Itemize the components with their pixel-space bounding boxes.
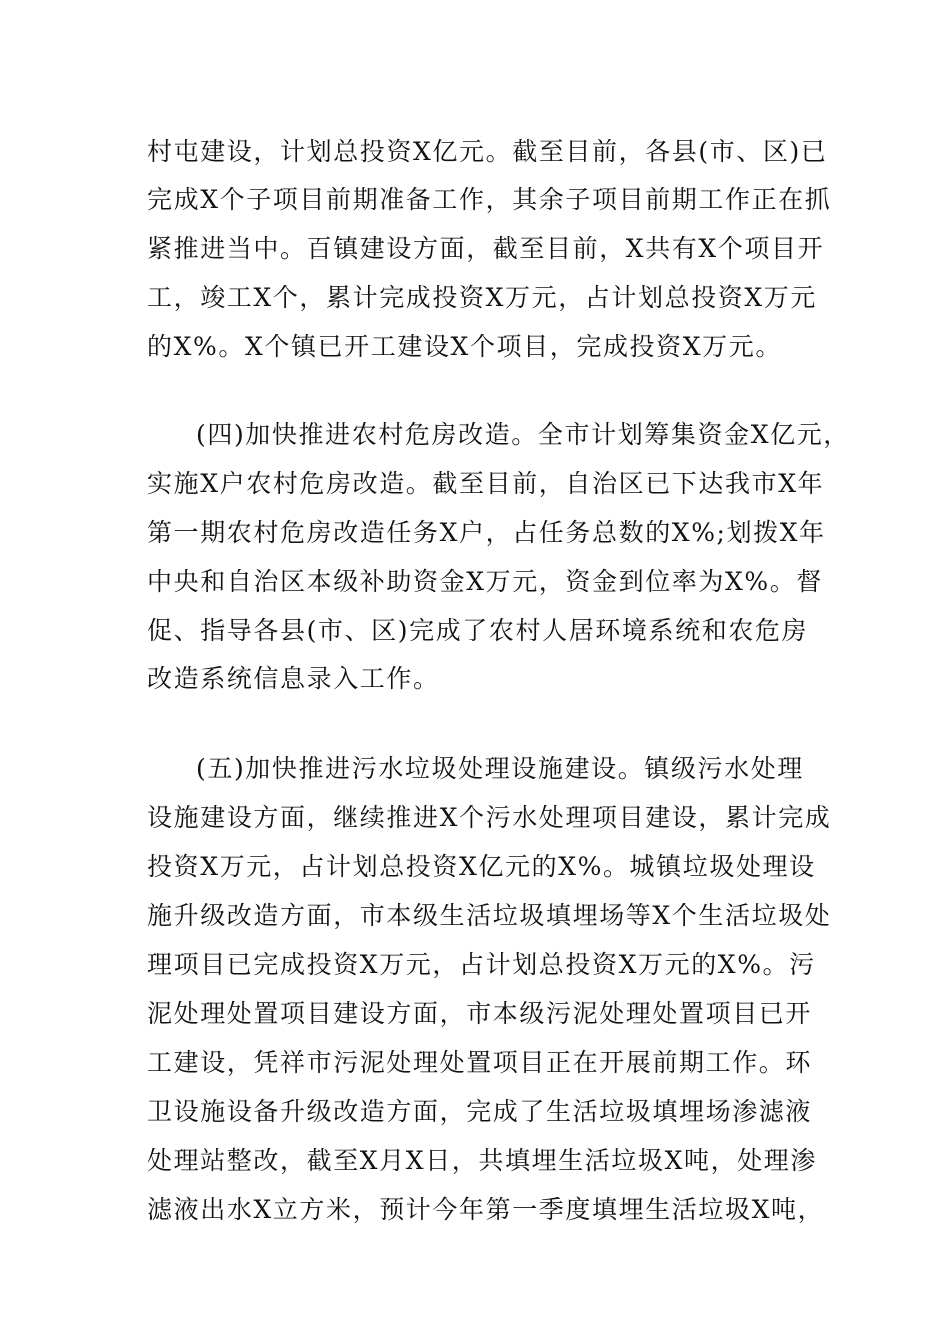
text-line: 村屯建设，计划总投资X亿元。截至目前，各县(市、区)已 (147, 137, 828, 166)
text-line: 实施X户农村危房改造。截至目前，自治区已下达我市X年 (147, 469, 825, 498)
text-line: 设施建设方面，继续推进X个污水处理项目建设，累计完成 (147, 803, 832, 832)
text-line: 理项目已完成投资X万元，占计划总投资X万元的X%。污 (147, 950, 816, 979)
text-line: 第一期农村危房改造任务X户，占任务总数的X%;划拨X年 (147, 518, 826, 547)
text-line: 处理站整改，截至X月X日，共填埋生活垃圾X吨，处理渗 (147, 1146, 817, 1175)
text-line: 投资X万元，占计划总投资X亿元的X%。城镇垃圾处理设 (147, 852, 816, 881)
text-line: (四)加快推进农村危房改造。全市计划筹集资金X亿元， (196, 420, 850, 449)
text-line: 紧推进当中。百镇建设方面，截至目前，X共有X个项目开 (147, 234, 825, 263)
text-line: 改造系统信息录入工作。 (147, 664, 440, 693)
text-line: 中央和自治区本级补助资金X万元，资金到位率为X%。督 (147, 567, 823, 596)
text-line: 的X%。X个镇已开工建设X个项目，完成投资X万元。 (147, 332, 782, 361)
text-line: 工，竣工X个，累计完成投资X万元，占计划总投资X万元 (147, 283, 817, 312)
text-line: 施升级改造方面，市本级生活垃圾填埋场等X个生活垃圾处 (147, 901, 832, 930)
text-line: 泥处理处置项目建设方面，市本级污泥处理处置项目已开 (147, 999, 813, 1028)
text-line: 卫设施设备升级改造方面，完成了生活垃圾填埋场渗滤液 (147, 1097, 813, 1126)
text-line: (五)加快推进污水垃圾处理设施建设。镇级污水处理 (196, 754, 804, 783)
text-line: 完成X个子项目前期准备工作，其余子项目前期工作正在抓 (147, 185, 832, 214)
text-line: 促、指导各县(市、区)完成了农村人居环境系统和农危房 (147, 616, 809, 645)
text-line: 工建设，凭祥市污泥处理处置项目正在开展前期工作。环 (147, 1048, 813, 1077)
text-line: 滤液出水X立方米，预计今年第一季度填埋生活垃圾X吨， (147, 1195, 825, 1224)
